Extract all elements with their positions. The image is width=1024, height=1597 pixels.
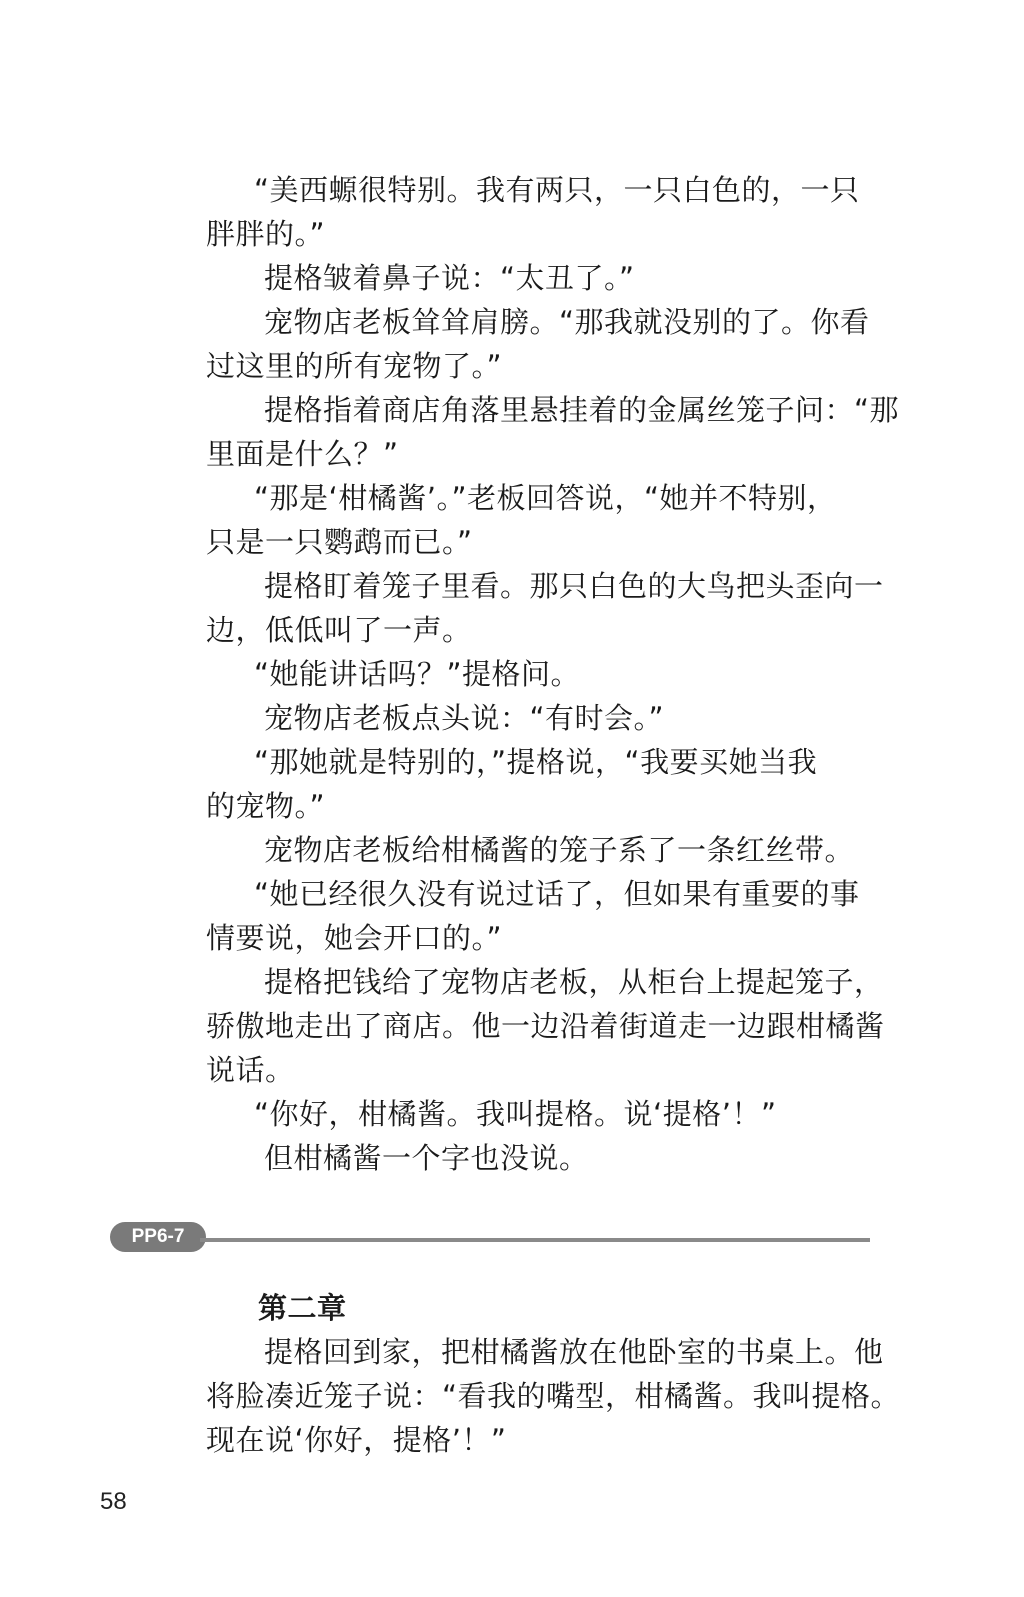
text-line: 提格把钱给了宠物店老板，从柜台上提起笼子， xyxy=(264,965,884,999)
text-line: 提格盯着笼子里看。那只白色的大鸟把头歪向一 xyxy=(264,569,884,603)
text-line: “她已经很久没有说过话了，但如果有重要的事 xyxy=(254,877,860,911)
text-line: 提格指着商店角落里悬挂着的金属丝笼子问：“那 xyxy=(264,393,900,427)
text-line: “美西螈很特别。我有两只，一只白色的，一只 xyxy=(254,173,860,207)
text-line: 的宠物。” xyxy=(206,789,326,823)
text-line: 提格皱着鼻子说：“太丑了。” xyxy=(264,261,635,295)
text-line: 过这里的所有宠物了。” xyxy=(206,349,503,383)
section-rule xyxy=(200,1238,870,1242)
page-number: 58 xyxy=(100,1488,127,1515)
text-line: 将脸凑近笼子说：“看我的嘴型，柑橘酱。我叫提格。 xyxy=(206,1379,901,1413)
text-line: 骄傲地走出了商店。他一边沿着街道走一边跟柑橘酱 xyxy=(206,1009,885,1043)
text-line: “那是‘柑橘酱’。”老板回答说，“她并不特别， xyxy=(254,481,837,515)
section-divider xyxy=(110,1222,870,1252)
story-text-bottom xyxy=(206,1286,901,1462)
chapter-title: 第二章 xyxy=(258,1291,347,1325)
text-line: 只是一只鹦鹉而已。” xyxy=(206,525,473,559)
text-line: “你好，柑橘酱。我叫提格。说‘提格’！” xyxy=(254,1097,777,1131)
story-text-top xyxy=(206,168,900,1180)
text-line: 宠物店老板点头说：“有时会。” xyxy=(264,701,665,735)
section-tag: PP6-7 xyxy=(110,1222,206,1252)
text-line: 说话。 xyxy=(206,1053,295,1087)
text-line: 胖胖的。” xyxy=(206,217,326,251)
text-line: 但柑橘酱一个字也没说。 xyxy=(264,1141,589,1175)
text-line: 情要说，她会开口的。” xyxy=(206,921,503,955)
text-line: 宠物店老板给柑橘酱的笼子系了一条红丝带。 xyxy=(264,833,855,867)
text-line: 现在说‘你好，提格’！” xyxy=(206,1423,507,1457)
text-line: “那她就是特别的，”提格说，“我要买她当我 xyxy=(254,745,818,779)
text-line: 里面是什么？” xyxy=(206,437,399,471)
text-line: 提格回到家，把柑橘酱放在他卧室的书桌上。他 xyxy=(264,1335,884,1369)
text-line: 边，低低叫了一声。 xyxy=(206,613,472,647)
text-line: “她能讲话吗？”提格问。 xyxy=(254,657,581,691)
text-line: 宠物店老板耸耸肩膀。“那我就没别的了。你看 xyxy=(264,305,870,339)
